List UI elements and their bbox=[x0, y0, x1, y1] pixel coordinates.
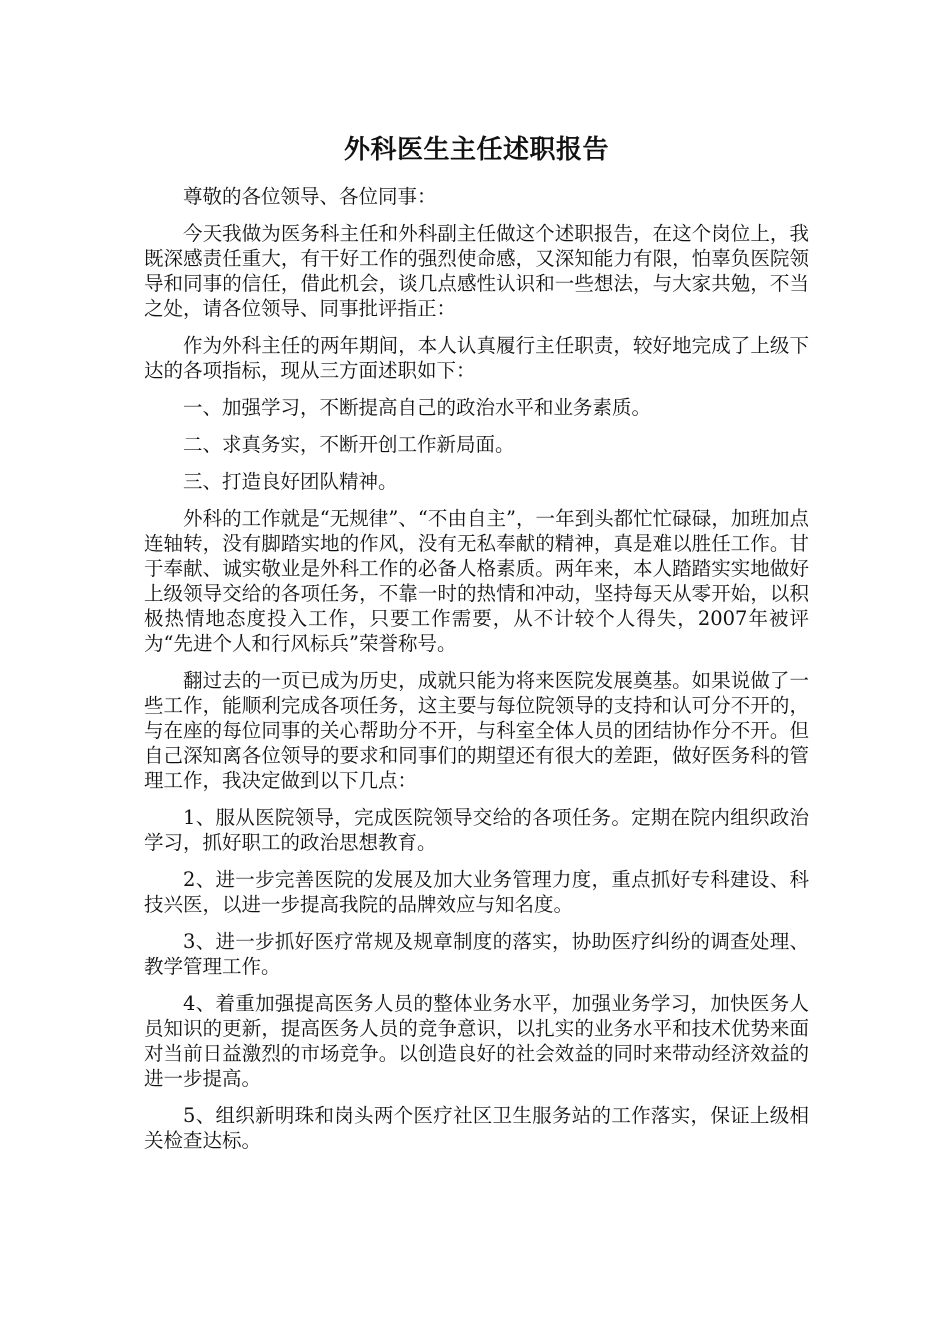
salutation: 尊敬的各位领导、各位同事： bbox=[183, 185, 437, 208]
plan-item-1: 1、服从医院领导，完成医院领导交给的各项任务。定期在院内组织政治学习，抓好职工的政治思想教育。 bbox=[144, 806, 809, 854]
plan-item-3: 3、进一步抓好医疗常规及规章制度的落实，协助医疗纠纷的调查处理、教学管理工作。 bbox=[144, 930, 809, 978]
document-title: 外科医生主任述职报告 bbox=[343, 135, 609, 165]
point-two: 二、求真务实，不断开创工作新局面。 bbox=[183, 433, 515, 456]
plan-item-2: 2、进一步完善医院的发展及加大业务管理力度，重点抓好专科建设、科技兴医，以进一步提高我院的品牌效应与知名度。 bbox=[144, 868, 809, 916]
plan-item-5: 5、组织新明珠和岗头两个医疗社区卫生服务站的工作落实，保证上级相关检查达标。 bbox=[144, 1104, 809, 1152]
paragraph-intro: 今天我做为医务科主任和外科副主任做这个述职报告，在这个岗位上，我既深感责任重大，有干好工作的强烈使命感，又深知能力有限，怕辜负医院领导和同事的信任，借此机会，谈几点感性认识和一些想法，与大家共勉，不当之处，请各位领导、同事批评指正： bbox=[144, 222, 809, 320]
plan-item-4: 4、着重加强提高医务人员的整体业务水平，加强业务学习，加快医务人员知识的更新，提高医务人员的竞争意识，以扎实的业务水平和技术优势来面对当前日益激烈的市场竞争。以创造良好的社会效益的同时来带动经济效益的进一步提高。 bbox=[144, 992, 809, 1090]
paragraph-surgery-work: 外科的工作就是“无规律”、“不由自主”，一年到头都忙忙碌碌，加班加点连轴转，没有脚踏实地的作风，没有无私奉献的精神，真是难以胜任工作。甘于奉献、诚实敬业是外科工作的必备人格素质。两年来，本人踏踏实实地做好上级领导交给的各项任务，不靠一时的热情和冲动，坚持每天从零开始，以积极热情地态度投入工作，只要工作需要，从不计较个人得失，2007年被评为“先进个人和行风标兵”荣誉称号。 bbox=[144, 507, 809, 655]
paragraph-overview: 作为外科主任的两年期间，本人认真履行主任职责，较好地完成了上级下达的各项指标，现从三方面述职如下： bbox=[144, 334, 809, 382]
point-one: 一、加强学习，不断提高自己的政治水平和业务素质。 bbox=[183, 396, 652, 419]
document-page bbox=[144, 132, 809, 1165]
point-three: 三、打造良好团队精神。 bbox=[183, 470, 398, 493]
paragraph-reflection: 翻过去的一页已成为历史，成就只能为将来医院发展奠基。如果说做了一些工作，能顺利完成各项任务，这主要与每位院领导的支持和认可分不开的，与在座的每位同事的关心帮助分不开，与科室全体人员的团结协作分不开。但自己深知离各位领导的要求和同事们的期望还有很大的差距，做好医务科的管理工作，我决定做到以下几点： bbox=[144, 669, 809, 792]
